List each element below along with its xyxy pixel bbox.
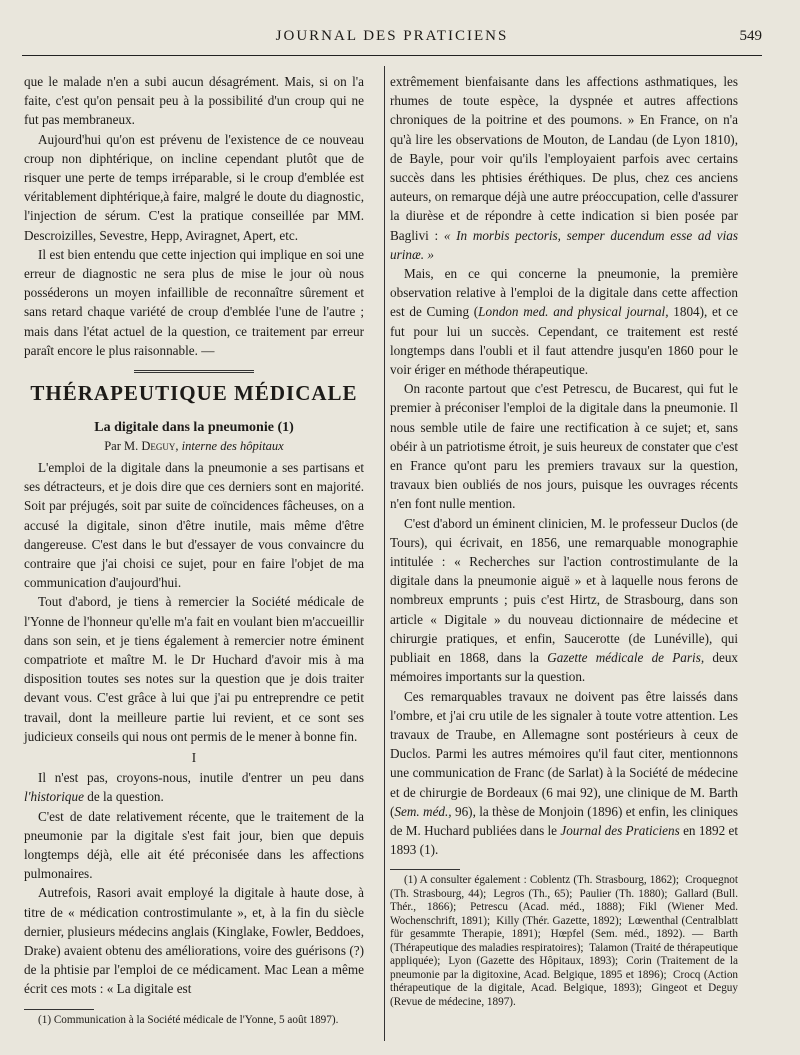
footnote-reference: Fikl (Wiener Med. Wochenschrift, 1891); [390,901,739,927]
paragraph: Autrefois, Rasori avait employé la digitale à haute dose, à titre de « médication controstimulante », et, à la fin du siècle dernier, plusieurs médecins anglais (Kinglake, Fowler, Beddoes, Drake) avaient obtenu des améliorations, voire des guérisons (?) de la phtisie par l'emploi de ce médicament. Mac Lean a même écrit ces mots : « La digitale est [24,885,364,997]
paragraph [390,687,738,860]
paragraph [390,72,738,264]
italic-run: l'historique [24,789,84,805]
footnote-reference: (1) A consulter également : Coblentz (Th. Strasbourg, 1862); [404,874,679,887]
footnote-reference: Lœwenthal (Centralblatt für gesammte Therapie, 1891); [390,914,739,941]
text-run: Il n'est pas, croyons-nous, inutile d'entrer un peu dans [38,770,364,786]
article-title: La digitale dans la pneumonie (1) [94,420,294,436]
journal-citation: Sem. méd., [394,803,452,819]
footnote-reference: Talamon (Traité de thérapeutique appliquée); [390,941,738,968]
footnote-rule [24,1009,94,1010]
paragraph: On raconte partout que c'est Petrescu, de Bucarest, qui fut le premier à préconiser l'emploi de la digitale dans la pneumonie. Il nous semble utile de faire une rectification à ce sujet; et, sans obéir à un patriotisme étroit, je suis heureux de constater que c'est en France qu'ont paru les premiers travaux sur la question, travaux bien oubliés de nos jours, puisque les ouvrages récents n'en font nulle mention. [390,381,738,512]
footnote-reference: Hœpfel (Sem. méd., 1892). — [550,928,704,941]
footnote [390,874,738,1009]
text-run: extrêmement bienfaisante dans les affections asthmatiques, les rhumes de toute espèce, la dyspnée et autres affections chroniques de la poitrine et des poumons. » En France, on n'a qu'à lire les observations de Mouton, de Landau (de Lyon 1810), de Bayle, pour voir qu'ils l'employaient parfois avec certains succès dans les phtisies éréthiques. De plus, chez ces anciens auteurs, on remarque déjà une autre préoccupation, celle d'assurer la diurèse et de répondre à cette indication si bien posée par Baglivi : [390,74,738,243]
paragraph [390,264,738,379]
byline-author: Deguy, [141,439,179,454]
paragraph: C'est de date relativement récente, que le traitement de la pneumonie par la digitale s'est fait jour, bien que depuis longtemps déjà, elle ait été préconisée dans les affections pulmonaires. [24,808,364,882]
page-header [22,22,762,48]
journal-citation: London med. and physical journal, [478,304,669,320]
paragraph: que le malade n'en a subi aucun désagrément. Mais, si on l'a faite, c'est qu'on pensait peu à la possibilité d'un croup qui ne fut pas membraneux. [24,74,364,128]
paragraph [390,514,738,687]
text-run: 1804), et ce fut pour lui un succès. Cependant, ce traitement est resté longtemps dans l'oubli et il faut attendre jusqu'en 1860 pour le voir ériger en méthode thérapeutique. [390,304,738,378]
journal-citation: Gazette médicale de Paris, [547,650,705,666]
footnote-reference: Croquegnot (Th. Strasbourg, 44); [390,874,739,900]
byline [24,438,364,455]
footnote-reference: Paulier (Th. 1880); [579,887,668,900]
right-column [390,72,738,1009]
paragraph: Tout d'abord, je tiens à remercier la Société médicale de l'Yonne de l'honneur qu'elle m'a fait en voulant bien m'accueillir dans son sein, et je tiens également à remercier notre éminent compatriote et maître M. le Dr Huchard d'avoir mis à ma disposition toutes ses notes sur la question que je dois traiter devant vous. C'est grâce à lui que j'ai pu entreprendre ce petit travail, dont la meilleure partie lui revient, et ce sont ses judicieux conseils qui nous ont permis de le mener à bonne fin. [24,594,364,744]
text-run: 96), la thèse de Monjoin (1896) et enfin, les cliniques de M. Huchard publiées dans le [390,803,738,838]
section-numeral: I [191,750,197,766]
footnote-reference: Barth (Thérapeutique des maladies respiratoires); [390,928,738,954]
footnote-reference: Killy (Thér. Gazette, 1892); [496,914,622,927]
paragraph: L'emploi de la digitale dans la pneumonie a ses partisans et ses détracteurs, et je dois dire que ces derniers sont en majorité. Soit par préjugés, soit par suite de coïncidences fâcheuses, on a accusé la digitale, sinon d'être inutile, mais même d'être dangereuse. C'est dans le but d'essayer de vous convaincre du contraire que j'ai choisi ce sujet, pour en faire l'objet de ma communication d'aujourd'hui. [24,460,364,591]
column-divider [384,66,385,1041]
footnote-reference: Lyon (Gazette des Hôpitaux, 1893); [448,955,619,968]
footnote-reference: Petrescu (Acad. méd., 1888); [470,901,625,914]
footnote-reference: Crocq (Action thérapeutique de la digitale, Acad. Belgique, 1893); [390,968,739,995]
footnote [24,1014,364,1028]
text-run: Mais, en ce qui concerne la pneumonie, la première observation relative à l'emploi de la digitale dans cette affection est de Cuming ( [390,266,738,320]
left-column [24,72,364,1027]
byline-role: interne des hôpitaux [181,439,284,454]
paragraph [24,768,364,806]
footnote-text: (1) Communication à la Société médicale de l'Yonne, 5 août 1897). [38,1013,339,1026]
footnote-rule [390,869,460,870]
paragraph: Aujourd'hui qu'on est prévenu de l'existence de ce nouveau croup non diphtérique, on incline cependant plutôt que de risquer une perte de temps irréparable, si le croup d'emblée est véritablement diphtérique,à faire, malgré le doute du diagnostic, l'injection de sérum. C'est la pratique conseillée par MM. Descroizilles, Sevestre, Hepp, Aviragnet, Apert, etc. [24,131,364,243]
header-rule [22,55,762,56]
byline-prefix: Par M. [104,439,139,454]
footnote-reference: Legros (Th., 65); [493,887,573,900]
text-run: Ces remarquables travaux ne doivent pas être laissés dans l'ombre, et j'ai cru utile de les signaler à toute votre attention. Les travaux de Traube, en Allemagne sont postérieurs à ceux de Duclos. Parmi les autres mémoires qu'il faut citer, mentionnons une communication de Franc (de Sarlat) à la Société de médecine et de chirurgie de Bordeaux (6 mai 92), une clinique de M. Barth ( [390,688,738,819]
footnote-reference: Corin (Traitement de la pneumonie par la digitoxine, Acad. Belgique, 1895 et 1896); [390,955,738,981]
footnote-reference: Gallard (Bull. Thér., 1866); [390,887,738,914]
running-title: JOURNAL DES PRATICIENS [275,28,509,44]
page-number: 549 [739,28,762,44]
footnote-text [390,874,738,1009]
section-divider [134,370,254,373]
text-run: en 1892 et 1893 (1). [390,822,739,858]
section-title: THÉRAPEUTIQUE MÉDICALE [30,381,358,406]
text-run: C'est d'abord un éminent clinicien, M. le professeur Duclos (de Tours), qui écrivait, en 1856, une remarquable monographie intitulée : « Recherches sur l'action controstimulante de la digitale dans la pneumonie aiguë » et à laquelle nous ferons de nombreux emprunts ; puis c'est Hirtz, de Strasbourg, dans son article « Digitale » du nouveau dictionnaire de médecine et chirurgie pratiques, et enfin, Saucerotte (de Lunéville), qui publiait en 1868, dans la [390,515,738,666]
text-run: de la question. [87,789,164,805]
latin-quote: « In morbis pectoris, semper ducendum esse ad vias urinæ. » [390,227,739,262]
journal-citation: Journal des Praticiens [560,822,680,838]
text-run: deux mémoires importants sur la question. [390,650,739,685]
footnote-reference: Gingeot et Deguy (Revue de médecine, 1897). [390,982,738,1008]
paragraph: Il est bien entendu que cette injection qui implique en soi une erreur de diagnostic ne sera plus de mise le jour où nous posséderons un moyen infaillible de reconnaître sûrement et sans retard chaque variété de croup d'emblée l'une de l'autre ; mais dans l'état actuel de la question, ce traitement par erreur paraît encore le plus raisonnable. — [24,246,364,358]
